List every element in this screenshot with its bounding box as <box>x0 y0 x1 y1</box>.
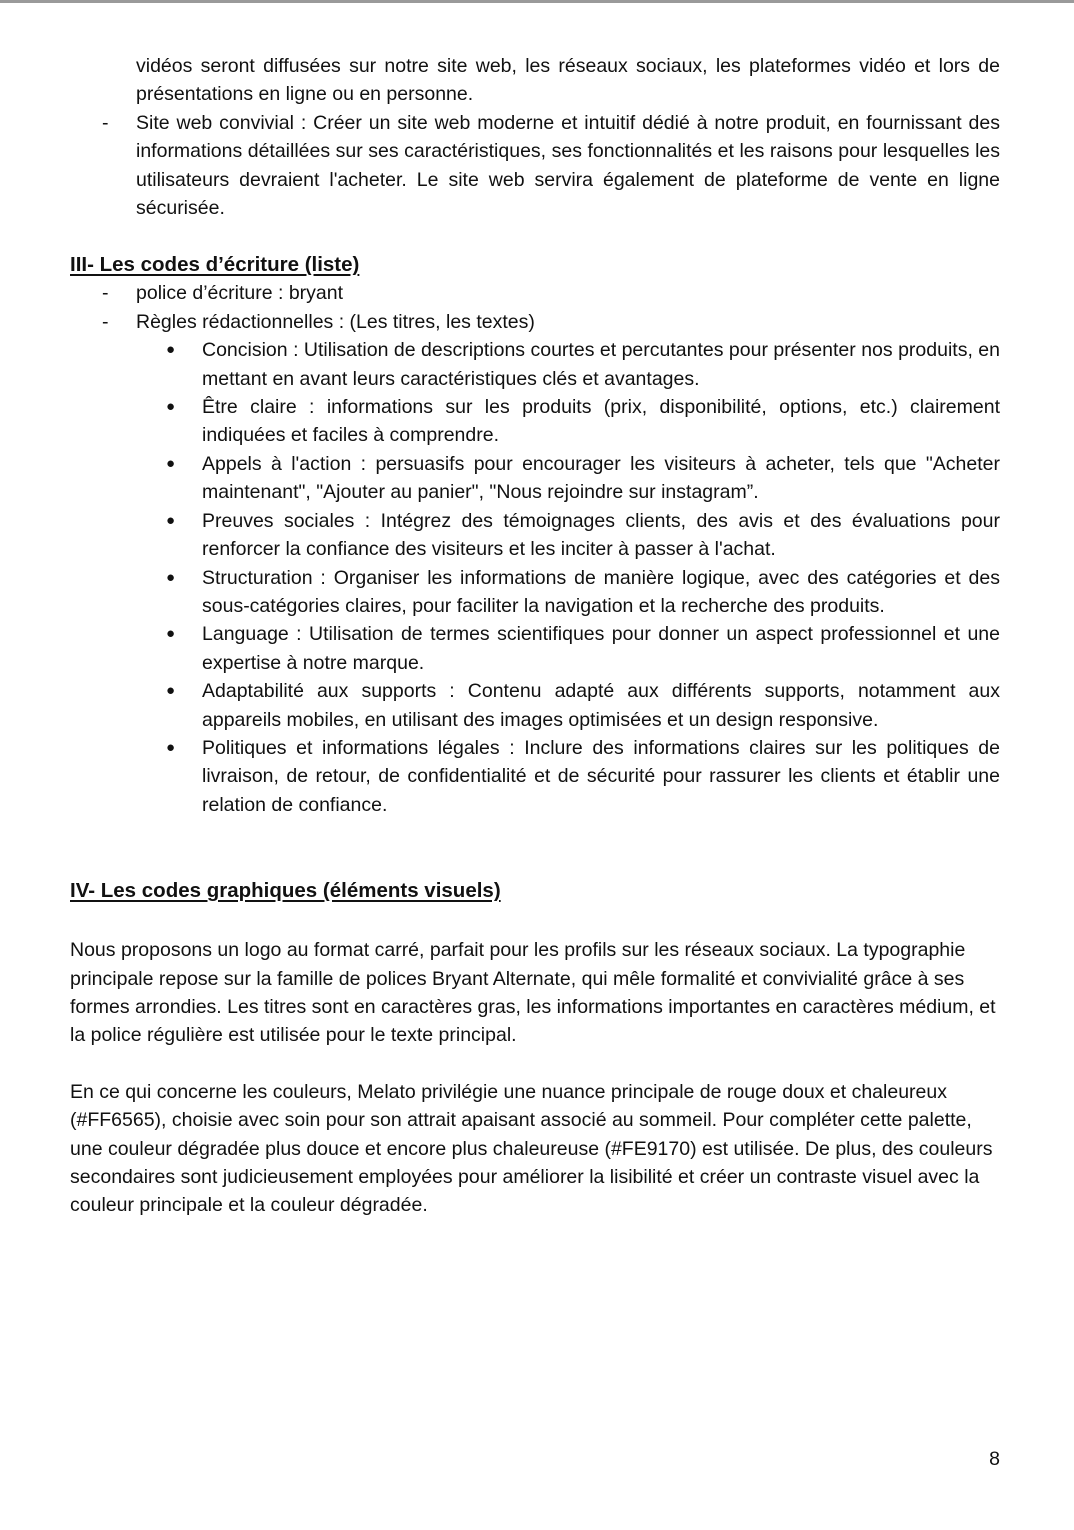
list-item-label: Règles rédactionnelles : (Les titres, les textes) <box>136 310 535 333</box>
list-item: ● Adaptabilité aux supports : Contenu adapté aux différents supports, notamment aux appareils mobiles, en utilisant des images optimisées et un design responsive. <box>136 677 1000 734</box>
section3-list <box>70 279 1000 819</box>
list-item: ● Structuration : Organiser les informations de manière logique, avec des catégories et des sous-catégories claires, pour faciliter la navigation et la recherche des produits. <box>136 564 1000 621</box>
list-item: vidéos seront diffusées sur notre site web, les réseaux sociaux, les plateformes vidéo et lors de présentations en ligne ou en personne. <box>136 55 1000 106</box>
list-item: - Site web convivial : Créer un site web moderne et intuitif dédié à notre produit, en fournissant des informations détaillées sur ses caractéristiques, ses fonctionnalités et les raisons pour lesquelles les utilisateurs devraient l'acheter. Le site web servira également de plateforme de vente en ligne sécurisée. <box>70 109 1000 223</box>
list-item: - police d’écriture : bryant <box>70 279 1000 307</box>
list-item: ● Être claire : informations sur les produits (prix, disponibilité, options, etc.) clairement indiquées et faciles à comprendre. <box>136 393 1000 450</box>
list-item: ● Concision : Utilisation de descriptions courtes et percutantes pour présenter nos produits, en mettant en avant leurs caractéristiques clés et avantages. <box>136 336 1000 393</box>
list-item: ● Appels à l'action : persuasifs pour encourager les visiteurs à acheter, tels que "Acheter maintenant", "Ajouter au panier", "Nous rejoindre sur instagram”. <box>136 450 1000 507</box>
page-number: 8 <box>989 1448 1000 1470</box>
list-item: ● Politiques et informations légales : Inclure des informations claires sur les politiques de livraison, de retour, de confidentialité et de sécurité pour rassurer les clients et établir une relation de confiance. <box>136 734 1000 819</box>
section2-tail-list <box>70 52 1000 222</box>
paragraph: En ce qui concerne les couleurs, Melato privilégie une nuance principale de rouge doux et chaleureux (#FF6565), choisie avec soin pour son attrait apaisant associé au sommeil. Pour compléter cette palette, une couleur dégradée plus douce et encore plus chaleureuse (#FE9170) est utilisée. De plus, des couleurs secondaires sont judicieusement employées pour améliorer la lisibilité et créer un contraste visuel avec la couleur principale et la couleur dégradée. <box>70 1080 993 1217</box>
list-item: ● Preuves sociales : Intégrez des témoignages clients, des avis et des évaluations pour renforcer la confiance des visiteurs et les inciter à passer à l'achat. <box>136 507 1000 564</box>
section4-heading: IV- Les codes graphiques (éléments visuels) <box>70 879 501 903</box>
top-rule <box>0 0 1074 3</box>
section3-heading: III- Les codes d’écriture (liste) <box>70 253 360 277</box>
document-page <box>70 52 1000 1220</box>
paragraph: Nous proposons un logo au format carré, parfait pour les profils sur les réseaux sociaux. La typographie principale repose sur la famille de polices Bryant Alternate, qui mêle formalité et convivialité grâce à ses formes arrondies. Les titres sont en caractères gras, les informations importantes en caractères médium, et la police régulière est utilisée pour le texte principal. <box>70 939 996 1047</box>
rules-list <box>136 336 1000 819</box>
list-item <box>70 308 1000 819</box>
list-item: ● Language : Utilisation de termes scientifiques pour donner un aspect professionnel et une expertise à notre marque. <box>136 620 1000 677</box>
